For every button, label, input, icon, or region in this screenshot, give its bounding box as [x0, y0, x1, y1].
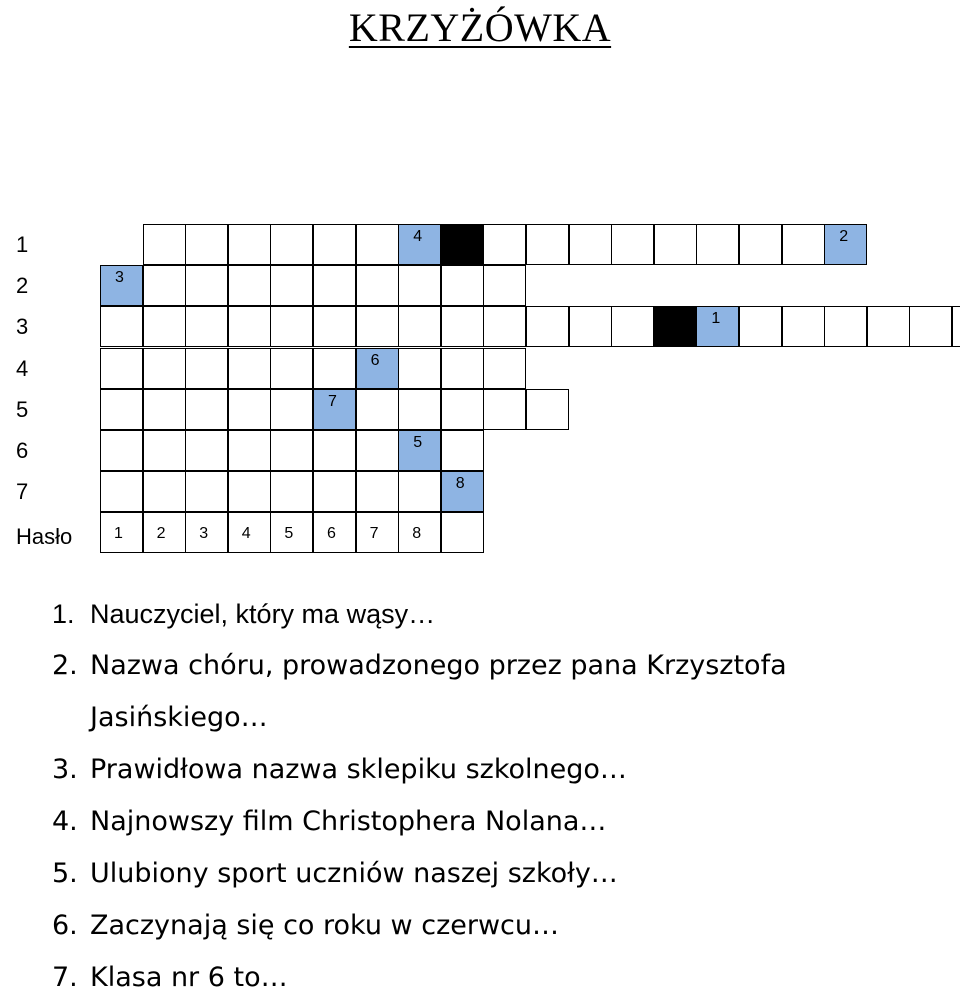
- blocked-cell: [441, 224, 484, 265]
- cell-number: 7: [369, 525, 379, 543]
- crossword-cell[interactable]: [739, 224, 782, 265]
- crossword-cell[interactable]: [356, 389, 399, 430]
- cell-number: 5: [284, 525, 294, 543]
- cell-number: 4: [241, 525, 251, 543]
- row-label: 2: [16, 273, 29, 299]
- crossword-cell[interactable]: [270, 389, 313, 430]
- clue-number: 3.: [52, 754, 78, 785]
- crossword-cell[interactable]: [398, 348, 441, 389]
- crossword-cell[interactable]: [100, 471, 143, 512]
- crossword-cell[interactable]: [228, 265, 271, 306]
- clue-text: Nauczyciel, który ma wąsy…: [90, 599, 436, 629]
- crossword-cell[interactable]: [909, 306, 952, 347]
- clue-7: [52, 952, 952, 1004]
- clue-text: Prawidłowa nazwa sklepiku szkolnego…: [90, 754, 627, 785]
- crossword-cell[interactable]: [441, 265, 484, 306]
- crossword-cell[interactable]: [526, 224, 569, 265]
- crossword-cell[interactable]: [398, 265, 441, 306]
- crossword-cell[interactable]: [185, 471, 228, 512]
- blocked-cell: [654, 306, 697, 347]
- crossword-cell[interactable]: [143, 224, 186, 265]
- crossword-cell[interactable]: [228, 512, 271, 553]
- crossword-cell[interactable]: [143, 389, 186, 430]
- crossword-cell[interactable]: [228, 389, 271, 430]
- crossword-cell[interactable]: [441, 348, 484, 389]
- crossword-cell[interactable]: [526, 306, 569, 347]
- crossword-cell[interactable]: [100, 389, 143, 430]
- password-cell[interactable]: [824, 224, 867, 265]
- crossword-cell[interactable]: [356, 430, 399, 471]
- cell-number: 8: [455, 475, 465, 493]
- crossword-cell[interactable]: [611, 306, 654, 347]
- clue-3: [52, 744, 952, 796]
- crossword-cell[interactable]: [228, 471, 271, 512]
- clue-4: [52, 796, 952, 848]
- crossword-cell[interactable]: [228, 306, 271, 347]
- cell-number: 3: [199, 525, 209, 543]
- crossword-cell[interactable]: [270, 265, 313, 306]
- clue-text: Jasińskiego…: [90, 702, 268, 733]
- password-cell[interactable]: [398, 224, 441, 265]
- crossword-cell[interactable]: [100, 348, 143, 389]
- clue-text: Ulubiony sport uczniów naszej szkoły…: [90, 858, 618, 889]
- clue-number: 4.: [52, 806, 78, 837]
- crossword-cell[interactable]: [441, 430, 484, 471]
- crossword-cell[interactable]: [185, 265, 228, 306]
- password-cell[interactable]: [356, 348, 399, 389]
- clue-list: [52, 588, 952, 1004]
- clue-5: [52, 848, 952, 900]
- crossword-cell[interactable]: [611, 224, 654, 265]
- crossword-cell[interactable]: [356, 224, 399, 265]
- row-label: 3: [16, 314, 29, 340]
- cell-number: 5: [413, 434, 423, 451]
- crossword-cell[interactable]: [483, 389, 526, 430]
- crossword-cell[interactable]: [185, 224, 228, 265]
- crossword-cell[interactable]: [143, 265, 186, 306]
- crossword-cell[interactable]: [398, 306, 441, 347]
- crossword-cell[interactable]: [313, 471, 356, 512]
- crossword-cell[interactable]: [100, 306, 143, 347]
- row-label: 1: [16, 232, 29, 257]
- clue-text: Nazwa chóru, prowadzonego przez pana Krzysztofa: [90, 650, 787, 681]
- clue-text: Najnowszy film Christophera Nolana…: [90, 806, 607, 837]
- cell-number: 6: [327, 525, 336, 543]
- cell-number: 7: [328, 392, 337, 410]
- crossword-cell[interactable]: [356, 471, 399, 512]
- clue-number: 2.: [52, 650, 78, 681]
- crossword-cell[interactable]: [441, 389, 484, 430]
- cell-number: 1: [114, 525, 123, 543]
- clue-1: [52, 588, 952, 640]
- crossword-cell[interactable]: [569, 224, 612, 265]
- crossword-cell[interactable]: [313, 512, 356, 553]
- crossword-cell[interactable]: [228, 348, 271, 389]
- row-label: 6: [16, 438, 29, 463]
- clue-number: 7.: [52, 962, 78, 993]
- crossword-cell[interactable]: [356, 512, 399, 553]
- clue-number: 6.: [52, 910, 78, 941]
- crossword-cell[interactable]: [569, 306, 612, 347]
- crossword-cell[interactable]: [143, 471, 186, 512]
- crossword-cell[interactable]: [356, 306, 399, 347]
- clue-6: [52, 900, 952, 952]
- crossword-cell[interactable]: [824, 306, 867, 347]
- crossword-cell[interactable]: [739, 306, 782, 347]
- crossword-cell[interactable]: [483, 306, 526, 347]
- cell-number: 1: [711, 310, 721, 328]
- clue-2-continuation: [52, 692, 952, 744]
- row-label: Hasło: [16, 524, 73, 550]
- cell-number: 6: [370, 351, 380, 369]
- password-cell[interactable]: [441, 471, 484, 512]
- cell-number: 2: [839, 228, 849, 245]
- crossword-cell[interactable]: [270, 306, 313, 347]
- clue-text: Klasa nr 6 to…: [90, 962, 288, 993]
- crossword-cell[interactable]: [441, 512, 484, 553]
- cell-number: 4: [413, 228, 423, 245]
- crossword-cell[interactable]: [356, 265, 399, 306]
- crossword-cell[interactable]: [228, 224, 271, 265]
- crossword-cell[interactable]: [143, 306, 186, 347]
- crossword-cell[interactable]: [441, 306, 484, 347]
- crossword-cell[interactable]: [313, 348, 356, 389]
- crossword-cell[interactable]: [867, 306, 910, 347]
- cell-number: 3: [115, 269, 124, 287]
- row-label: 5: [16, 396, 29, 422]
- crossword-cell[interactable]: [270, 348, 313, 389]
- crossword-cell[interactable]: [270, 471, 313, 512]
- crossword-cell[interactable]: [398, 471, 441, 512]
- crossword-cell[interactable]: [483, 265, 526, 306]
- crossword-cell[interactable]: [696, 224, 739, 265]
- crossword-cell[interactable]: [270, 430, 313, 471]
- crossword-cell[interactable]: [952, 306, 960, 347]
- cell-number: 2: [156, 525, 166, 543]
- crossword-cell[interactable]: [185, 348, 228, 389]
- crossword-cell[interactable]: [782, 306, 825, 347]
- crossword-cell[interactable]: [185, 430, 228, 471]
- clue-2: [52, 640, 952, 692]
- crossword-cell[interactable]: [270, 512, 313, 553]
- crossword-cell[interactable]: [483, 348, 526, 389]
- crossword-cell[interactable]: [100, 430, 143, 471]
- crossword-cell[interactable]: [782, 224, 825, 265]
- crossword-cell[interactable]: [654, 224, 697, 265]
- crossword-cell[interactable]: [313, 430, 356, 471]
- crossword-cell[interactable]: [526, 389, 569, 430]
- crossword-cell[interactable]: [143, 430, 186, 471]
- crossword-cell[interactable]: [313, 224, 356, 265]
- crossword-cell[interactable]: [483, 224, 526, 265]
- crossword-cell[interactable]: [185, 389, 228, 430]
- password-cell[interactable]: [100, 265, 143, 306]
- clue-number: 1.: [52, 599, 75, 629]
- row-label: 7: [16, 479, 29, 505]
- crossword-cell[interactable]: [313, 306, 356, 347]
- password-cell[interactable]: [696, 306, 739, 347]
- cell-number: 8: [412, 525, 422, 543]
- clue-text: Zaczynają się co roku w czerwcu…: [90, 910, 559, 941]
- crossword-cell[interactable]: [185, 512, 228, 553]
- crossword-cell[interactable]: [398, 512, 441, 553]
- crossword-cell[interactable]: [100, 512, 143, 553]
- crossword-cell[interactable]: [143, 512, 186, 553]
- clue-number: 5.: [52, 858, 78, 889]
- crossword-cell[interactable]: [398, 389, 441, 430]
- password-cell[interactable]: [398, 430, 441, 471]
- crossword-cell[interactable]: [228, 430, 271, 471]
- row-label: 4: [16, 355, 29, 381]
- crossword-cell[interactable]: [185, 306, 228, 347]
- crossword-cell[interactable]: [143, 348, 186, 389]
- crossword-cell[interactable]: [313, 265, 356, 306]
- password-cell[interactable]: [313, 389, 356, 430]
- page-title: KRZYŻÓWKA: [348, 5, 612, 50]
- crossword-cell[interactable]: [270, 224, 313, 265]
